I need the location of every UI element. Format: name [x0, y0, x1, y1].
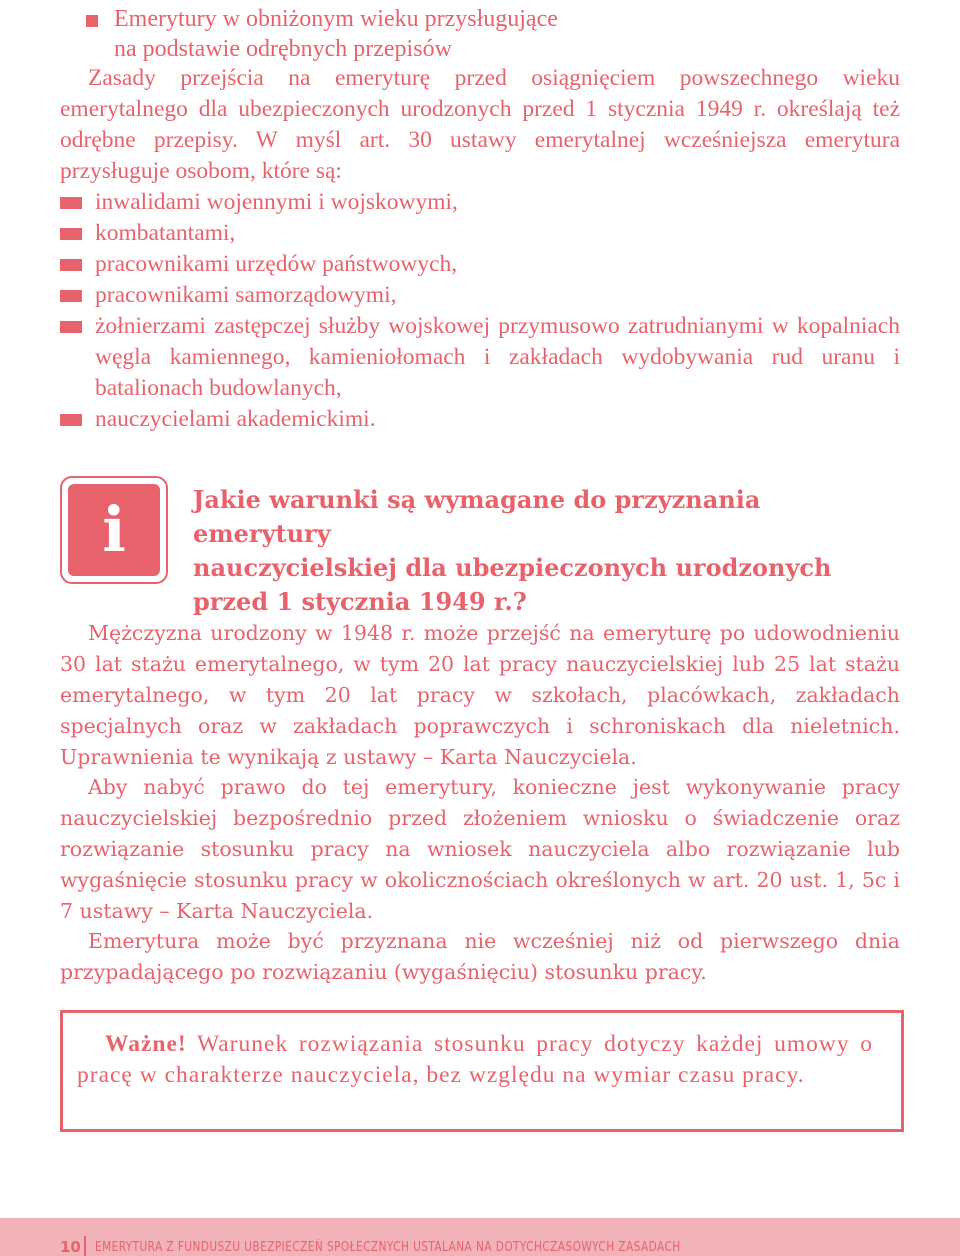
list-item: pracownikami urzędów państwowych,: [60, 249, 900, 280]
question-line-2: nauczycielskiej dla ubezpieczonych urodzonych: [193, 553, 832, 582]
bullet-bar-icon: [60, 197, 82, 209]
bullet-bar-icon: [60, 290, 82, 302]
answer-paragraph-2: Aby nabyć prawo do tej emerytury, konieczne jest wykonywanie pracy nauczycielskiej bezpośrednio przed złożeniem wniosku o świadczenie oraz rozwiązanie stosunku pracy na wniosek nauczyciela albo rozwiązanie lub wygaśnięcie stosunku pracy w okolicznościach określonych w art. 20 ust. 1, 5c i 7 ustawy – Karta Nauczyciela.: [60, 775, 900, 923]
question-line-1: Jakie warunki są wymagane do przyznania emerytury: [193, 485, 761, 548]
bullet-bar-icon: [60, 414, 82, 426]
bullet-bar-icon: [60, 259, 82, 271]
page-number: 10: [60, 1238, 81, 1256]
heading-square-icon: [86, 15, 98, 27]
list-item: nauczycielami akademickimi.: [60, 404, 900, 435]
page-footer: [0, 1218, 960, 1256]
heading-line-2: na podstawie odrębnych przepisów: [114, 36, 452, 62]
important-note-box: [60, 1010, 904, 1132]
heading-line-1: Emerytury w obniżonym wieku przysługujące: [114, 6, 558, 32]
footer-divider: [84, 1236, 86, 1256]
important-label: Ważne!: [105, 1031, 187, 1057]
info-icon: [60, 476, 168, 584]
list-item: żołnierzami zastępczej służby wojskowej przymusowo zatrudnianymi w kopalniach węgla kamiennego, kamieniołomach i zakładach wydobywania rud uranu i batalionach budowlanych,: [60, 311, 900, 404]
section-heading: [86, 4, 926, 64]
question-heading: [193, 483, 893, 619]
list-item: pracownikami samorządowymi,: [60, 280, 900, 311]
important-note: [77, 1029, 873, 1091]
info-icon-letter: i: [68, 484, 160, 576]
list-item: inwalidami wojennymi i wojskowymi,: [60, 187, 900, 218]
eligibility-list: [60, 187, 900, 435]
important-text: Warunek rozwiązania stosunku pracy dotyczy każdej umowy o pracę w charakterze nauczyciela, bez względu na wymiar czasu pracy.: [77, 1031, 873, 1088]
bullet-bar-icon: [60, 321, 82, 333]
question-line-3: przed 1 stycznia 1949 r.?: [193, 587, 527, 616]
answer-paragraph-1: Mężczyzna urodzony w 1948 r. może przejść na emeryturę po udowodnieniu 30 lat stażu emerytalnego, w tym 20 lat pracy nauczycielskiej lub 25 lat stażu emerytalnego, w tym 20 lat pracy w szkołach, placówkach, zakładach specjalnych oraz w zakładach poprawczych i schroniskach dla nieletnich. Uprawnienia te wynikają z ustawy – Karta Nauczyciela.: [60, 621, 900, 769]
list-item: kombatantami,: [60, 218, 900, 249]
bullet-bar-icon: [60, 228, 82, 240]
intro-paragraph: Zasady przejścia na emeryturę przed osiągnięciem powszechnego wieku emerytalnego dla ubezpieczonych urodzonych przed 1 stycznia 1949 r. określają też odrębne przepisy. W myśl art. 30 ustawy emerytalnej wcześniejsza emerytura przysługuje osobom, które są:: [60, 65, 900, 184]
answer-paragraph-3: Emerytura może być przyznana nie wcześniej niż od pierwszego dnia przypadającego po rozwiązaniu (wygaśnięciu) stosunku pracy.: [60, 929, 900, 984]
running-title: EMERYTURA Z FUNDUSZU UBEZPIECZEŃ SPOŁECZNYCH USTALANA NA DOTYCHCZASOWYCH ZASADACH: [95, 1240, 681, 1255]
